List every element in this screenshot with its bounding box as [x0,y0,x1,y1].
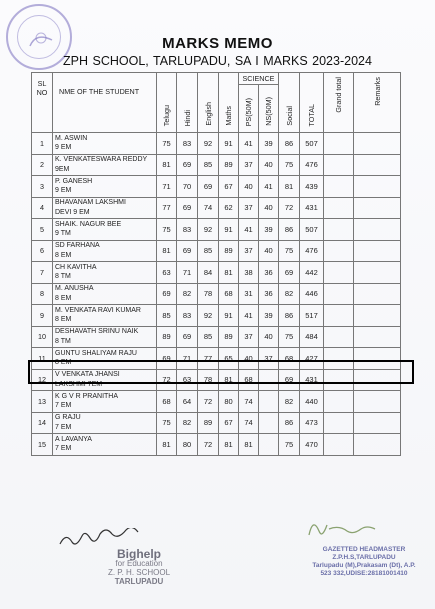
row-slno: 9 [32,305,53,327]
school-watermark [84,547,194,586]
mark-cell: 38 [239,262,259,284]
watermark-line3: Z. P. H. SCHOOL [107,568,171,577]
row-student-name [53,412,157,434]
mark-cell: 82 [279,283,300,305]
student-name-line2: 8 TM [55,337,71,345]
mark-cell: 83 [177,133,198,155]
student-name-line1: A LAVANYA [55,435,92,443]
mark-cell: 72 [279,197,300,219]
row-slno: 1 [32,133,53,155]
mark-cell: 31 [239,283,259,305]
student-name-line1: M. ASWIN [55,134,88,142]
mark-cell: 439 [300,176,324,198]
remarks-cell [354,262,401,284]
mark-cell: 427 [300,348,324,370]
mark-cell: 517 [300,305,324,327]
mark-cell: 92 [198,133,219,155]
row-student-name [53,305,157,327]
table-row [32,305,401,327]
mark-cell: 40 [259,240,279,262]
mark-cell: 92 [198,305,219,327]
grand-total-cell [324,176,354,198]
grand-total-cell [324,412,354,434]
student-name-line2: 7 EM [55,423,72,431]
mark-cell: 40 [239,348,259,370]
mark-cell [259,412,279,434]
header-grand-total: Grand total [334,77,343,113]
student-name-line2: DEVI 9 EM [55,208,90,216]
table-row [32,176,401,198]
row-slno: 6 [32,240,53,262]
mark-cell: 91 [219,219,239,241]
row-slno: 7 [32,262,53,284]
mark-cell: 81 [157,434,177,456]
stamp-line1: GAZETTED HEADMASTER [322,546,406,553]
mark-cell: 82 [177,412,198,434]
row-student-name [53,154,157,176]
remarks-cell [354,369,401,391]
table-row [32,369,401,391]
student-name-line2: LAKSHMI 7EM [55,380,103,388]
table-row [32,154,401,176]
grand-total-cell [324,391,354,413]
table-row [32,219,401,241]
mark-cell: 63 [177,369,198,391]
remarks-cell [354,197,401,219]
mark-cell: 37 [239,154,259,176]
student-name-line1: SD FARHANA [55,242,100,250]
mark-cell: 39 [259,219,279,241]
mark-cell: 72 [198,434,219,456]
mark-cell: 37 [259,348,279,370]
student-name-line1: V VENKATA JHANSI [55,371,120,379]
student-name-line1: GUNTU SHALIYAM RAJU [55,349,137,357]
remarks-cell [354,305,401,327]
mark-cell: 65 [219,348,239,370]
page-title: MARKS MEMO [162,35,273,52]
row-slno: 10 [32,326,53,348]
student-name-line1: SHAIK. NAGUR BEE [55,220,122,228]
header-remarks: Remarks [372,77,382,106]
table-row [32,348,401,370]
mark-cell: 40 [259,154,279,176]
header-telugu: Telugu [162,104,171,126]
mark-cell: 69 [177,240,198,262]
student-name-line1: K. VENKATESWARA REDDY [55,156,148,164]
row-student-name [53,240,157,262]
mark-cell: 86 [279,219,300,241]
grand-total-cell [324,326,354,348]
grand-total-cell [324,369,354,391]
mark-cell: 72 [198,391,219,413]
remarks-cell [354,434,401,456]
mark-cell: 36 [259,262,279,284]
mark-cell: 37 [239,326,259,348]
row-slno: 2 [32,154,53,176]
mark-cell: 63 [157,262,177,284]
row-slno: 12 [32,369,53,391]
watermark-line1: Bighelp [117,547,161,561]
mark-cell: 67 [219,412,239,434]
mark-cell: 476 [300,154,324,176]
mark-cell: 77 [198,348,219,370]
grand-total-cell [324,197,354,219]
mark-cell: 83 [177,305,198,327]
row-student-name [53,262,157,284]
mark-cell: 69 [157,348,177,370]
mark-cell: 80 [177,434,198,456]
row-student-name [53,176,157,198]
row-slno: 13 [32,391,53,413]
student-name-line1: P. GANESH [55,177,93,185]
grand-total-cell [324,348,354,370]
grand-total-cell [324,305,354,327]
mark-cell: 91 [219,133,239,155]
mark-cell: 39 [259,305,279,327]
mark-cell: 431 [300,369,324,391]
headmaster-stamp [304,546,424,578]
mark-cell: 89 [198,412,219,434]
row-student-name [53,369,157,391]
mark-cell: 75 [157,219,177,241]
watermark-line2: for Education [115,559,163,568]
student-name-line2: 7 EM [55,445,72,453]
table-row [32,133,401,155]
table-row [32,391,401,413]
mark-cell: 473 [300,412,324,434]
row-student-name [53,283,157,305]
student-name-line2: 9EM [55,165,70,173]
signature-right [305,515,385,539]
student-name-line2: 9 EM [55,187,72,195]
mark-cell: 81 [219,434,239,456]
mark-cell: 72 [157,369,177,391]
student-name-line1: K G V R PRANITHA [55,392,119,400]
remarks-cell [354,219,401,241]
mark-cell: 86 [279,305,300,327]
remarks-cell [354,283,401,305]
table-row [32,197,401,219]
mark-cell: 81 [219,262,239,284]
mark-cell: 68 [239,369,259,391]
table-row [32,412,401,434]
student-name-line2: 8 EM [55,294,72,302]
mark-cell: 89 [219,154,239,176]
row-slno: 15 [32,434,53,456]
mark-cell: 86 [279,133,300,155]
row-slno: 5 [32,219,53,241]
mark-cell: 69 [279,262,300,284]
row-slno: 4 [32,197,53,219]
mark-cell: 40 [239,176,259,198]
table-row [32,262,401,284]
mark-cell: 78 [198,369,219,391]
mark-cell: 69 [177,326,198,348]
mark-cell: 74 [198,197,219,219]
header-ns: NS(50M) [264,97,273,126]
remarks-cell [354,412,401,434]
mark-cell: 507 [300,133,324,155]
header-slno: SL NO [32,73,53,133]
mark-cell: 41 [239,133,259,155]
mark-cell: 446 [300,283,324,305]
mark-cell: 89 [219,326,239,348]
mark-cell: 476 [300,240,324,262]
mark-cell: 39 [259,133,279,155]
mark-cell: 75 [279,434,300,456]
remarks-cell [354,348,401,370]
mark-cell: 37 [239,197,259,219]
stamp-line3: Tarlupadu (M),Prakasam (Dt), A.P. [312,562,416,569]
page-subtitle: ZPH SCHOOL, TARLUPADU, SA I MARKS 2023-2024 [63,54,372,68]
mark-cell: 77 [157,197,177,219]
mark-cell: 67 [219,176,239,198]
mark-cell: 69 [198,176,219,198]
mark-cell: 85 [198,326,219,348]
header-science: SCIENCE [239,73,279,85]
table-row [32,434,401,456]
mark-cell: 83 [177,219,198,241]
student-name-line1: BHAVANAM LAKSHMI [55,199,126,207]
header-maths: Maths [224,106,233,126]
header-total: TOTAL [307,103,316,126]
student-name-line2: 8 EM [55,359,72,367]
row-slno: 8 [32,283,53,305]
stamp-line4: 523 332,UDISE:28181001410 [320,570,408,577]
mark-cell [259,391,279,413]
remarks-cell [354,176,401,198]
student-name-line2: 9 TM [55,230,71,238]
row-student-name [53,391,157,413]
mark-cell: 470 [300,434,324,456]
remarks-cell [354,154,401,176]
mark-cell: 81 [157,240,177,262]
grand-total-cell [324,283,354,305]
stamp-line2: Z.P.H.S,TARLUPADU [332,554,396,561]
mark-cell: 440 [300,391,324,413]
mark-cell: 507 [300,219,324,241]
mark-cell: 442 [300,262,324,284]
mark-cell [259,434,279,456]
mark-cell: 40 [259,326,279,348]
grand-total-cell [324,262,354,284]
row-slno: 3 [32,176,53,198]
mark-cell: 71 [157,176,177,198]
row-slno: 14 [32,412,53,434]
marks-table [31,72,401,456]
student-name-line2: 7 EM [55,402,72,410]
watermark-line4: TARLUPADU [114,577,164,586]
header-student-name: NME OF THE STUDENT [53,73,157,133]
remarks-cell [354,240,401,262]
table-row [32,240,401,262]
table-row [32,283,401,305]
header-social: Social [284,106,294,126]
row-slno: 11 [32,348,53,370]
mark-cell: 69 [279,369,300,391]
mark-cell: 84 [198,262,219,284]
row-student-name [53,326,157,348]
mark-cell: 85 [198,154,219,176]
mark-cell: 81 [279,176,300,198]
mark-cell: 431 [300,197,324,219]
mark-cell: 75 [279,154,300,176]
mark-cell: 62 [219,197,239,219]
mark-cell: 81 [219,369,239,391]
mark-cell: 36 [259,283,279,305]
mark-cell: 82 [279,391,300,413]
mark-cell: 82 [177,283,198,305]
row-student-name [53,197,157,219]
mark-cell: 71 [177,348,198,370]
mark-cell: 75 [157,133,177,155]
student-name-line2: 8 TM [55,273,71,281]
mark-cell: 89 [157,326,177,348]
header-ps: PS(50M) [244,97,253,126]
mark-cell: 41 [239,305,259,327]
mark-cell: 75 [157,412,177,434]
mark-cell: 92 [198,219,219,241]
header-hindi: Hindi [182,109,192,126]
student-name-line1: M. ANUSHA [55,285,94,293]
mark-cell: 484 [300,326,324,348]
mark-cell: 64 [177,391,198,413]
mark-cell: 37 [239,240,259,262]
remarks-cell [354,391,401,413]
student-name-line1: M. VENKATA RAVI KUMAR [55,306,141,314]
mark-cell: 80 [219,391,239,413]
row-student-name [53,219,157,241]
marks-table-body [32,133,401,456]
mark-cell: 71 [177,262,198,284]
student-name-line2: 8 EM [55,316,72,324]
student-name-line1: G RAJU [55,414,81,422]
student-name-line1: CH KAVITHA [55,263,97,271]
mark-cell: 91 [219,305,239,327]
mark-cell: 69 [157,283,177,305]
row-student-name [53,348,157,370]
mark-cell: 86 [279,412,300,434]
mark-cell: 75 [279,240,300,262]
mark-cell: 85 [157,305,177,327]
mark-cell: 75 [279,326,300,348]
mark-cell: 69 [177,197,198,219]
grand-total-cell [324,434,354,456]
student-name-line2: 8 EM [55,251,72,259]
remarks-cell [354,133,401,155]
mark-cell: 70 [177,176,198,198]
mark-cell: 89 [219,240,239,262]
mark-cell: 41 [259,176,279,198]
row-student-name [53,434,157,456]
student-name-line2: 9 EM [55,144,72,152]
mark-cell: 74 [239,391,259,413]
grand-total-cell [324,240,354,262]
mark-cell: 68 [157,391,177,413]
mark-cell: 81 [239,434,259,456]
grand-total-cell [324,154,354,176]
mark-cell: 85 [198,240,219,262]
table-row [32,326,401,348]
mark-cell [259,369,279,391]
mark-cell: 40 [259,197,279,219]
header-english: English [203,102,213,126]
mark-cell: 69 [177,154,198,176]
grand-total-cell [324,133,354,155]
mark-cell: 78 [198,283,219,305]
mark-cell: 68 [219,283,239,305]
mark-cell: 68 [279,348,300,370]
mark-cell: 81 [157,154,177,176]
mark-cell: 41 [239,219,259,241]
row-student-name [53,133,157,155]
mark-cell: 74 [239,412,259,434]
student-name-line1: DESHAVATH SRINU NAIK [55,328,139,336]
remarks-cell [354,326,401,348]
grand-total-cell [324,219,354,241]
